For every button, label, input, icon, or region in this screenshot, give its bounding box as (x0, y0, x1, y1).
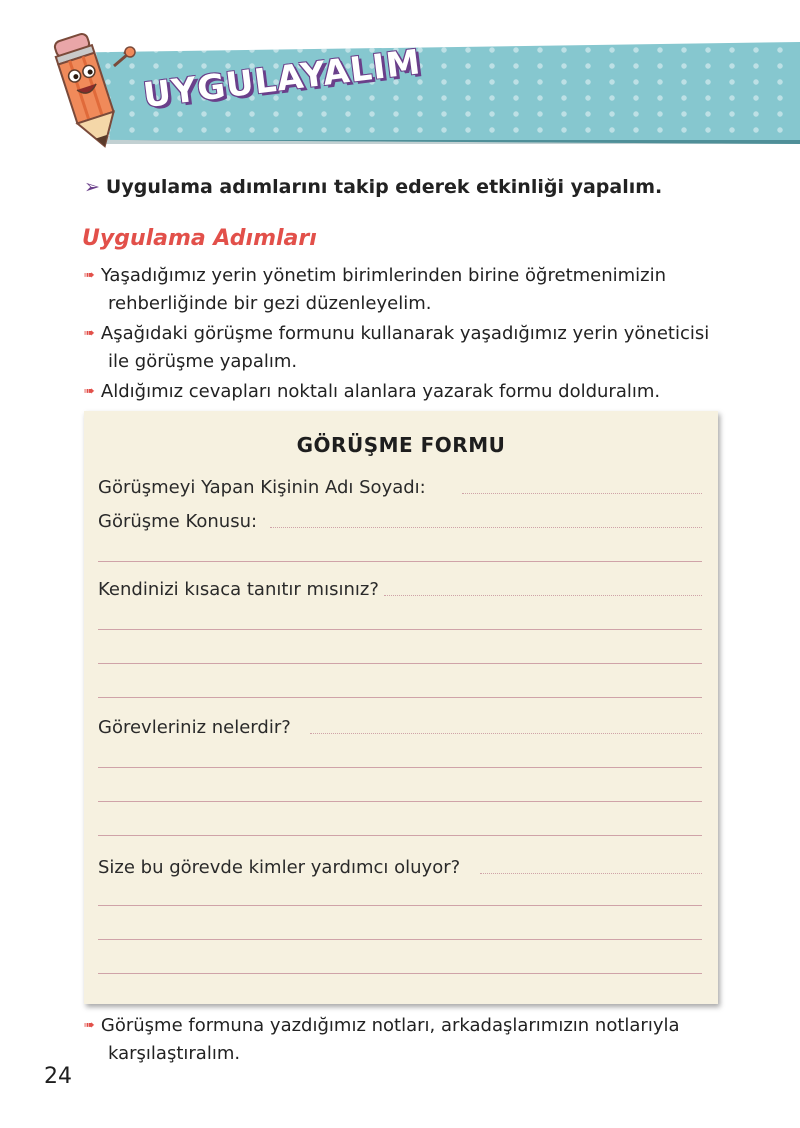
step-text-continued: rehberliğinde bir gezi düzenleyelim. (108, 293, 432, 314)
step-text: Yaşadığımız yerin yönetim birimlerinden birine öğretmenimizin (100, 265, 667, 286)
step-text: Aldığımız cevapları noktalı alanlara yazarak formu dolduralım. (100, 381, 661, 402)
question-2-label: Görevleriniz nelerdir? (98, 717, 291, 738)
interview-form (84, 411, 718, 1004)
answer-line[interactable] (98, 629, 702, 630)
step-text-continued: ile görüşme yapalım. (108, 351, 298, 372)
intro-instruction (84, 176, 662, 198)
arrow-bullet-icon: ➠ (84, 326, 95, 341)
final-step-text: Görüşme formuna yazdığımız notları, arkadaşlarımızın notlarıyla (100, 1015, 680, 1036)
topic-label: Görüşme Konusu: (98, 511, 258, 532)
answer-line[interactable] (98, 561, 702, 562)
final-step-text-continued: karşılaştıralım. (108, 1043, 241, 1064)
form-title: GÖRÜŞME FORMU (296, 433, 506, 457)
answer-line[interactable] (384, 595, 702, 596)
final-step-item (84, 1012, 680, 1068)
answer-line[interactable] (480, 873, 702, 874)
banner-title: UYGULAYALIM (141, 42, 424, 116)
step-item (84, 378, 660, 406)
answer-line[interactable] (98, 801, 702, 802)
interviewer-name-label: Görüşmeyi Yapan Kişinin Adı Soyadı: (98, 477, 426, 498)
arrow-bullet-icon: ➠ (84, 384, 95, 399)
interviewer-name-field[interactable] (462, 493, 702, 494)
question-3-label: Size bu görevde kimler yardımcı oluyor? (98, 857, 461, 878)
answer-line[interactable] (310, 733, 702, 734)
topic-field[interactable] (270, 527, 702, 528)
answer-line[interactable] (98, 973, 702, 974)
arrow-bullet-icon: ➠ (84, 268, 95, 283)
answer-line[interactable] (98, 767, 702, 768)
answer-line[interactable] (98, 663, 702, 664)
answer-line[interactable] (98, 697, 702, 698)
question-1-label: Kendinizi kısaca tanıtır mısınız? (98, 579, 379, 600)
page-number: 24 (44, 1064, 72, 1089)
step-item (84, 262, 666, 318)
answer-line[interactable] (98, 905, 702, 906)
arrow-bullet-icon: ➠ (84, 1018, 95, 1033)
step-item (84, 320, 709, 376)
step-text: Aşağıdaki görüşme formunu kullanarak yaşadığımız yerin yöneticisi (100, 323, 710, 344)
pencil-mascot-icon (40, 26, 140, 156)
arrow-icon: ➢ (84, 176, 100, 198)
answer-line[interactable] (98, 939, 702, 940)
answer-line[interactable] (98, 835, 702, 836)
steps-heading: Uygulama Adımları (82, 226, 317, 251)
intro-text: Uygulama adımlarını takip ederek etkinliği yapalım. (105, 176, 663, 198)
